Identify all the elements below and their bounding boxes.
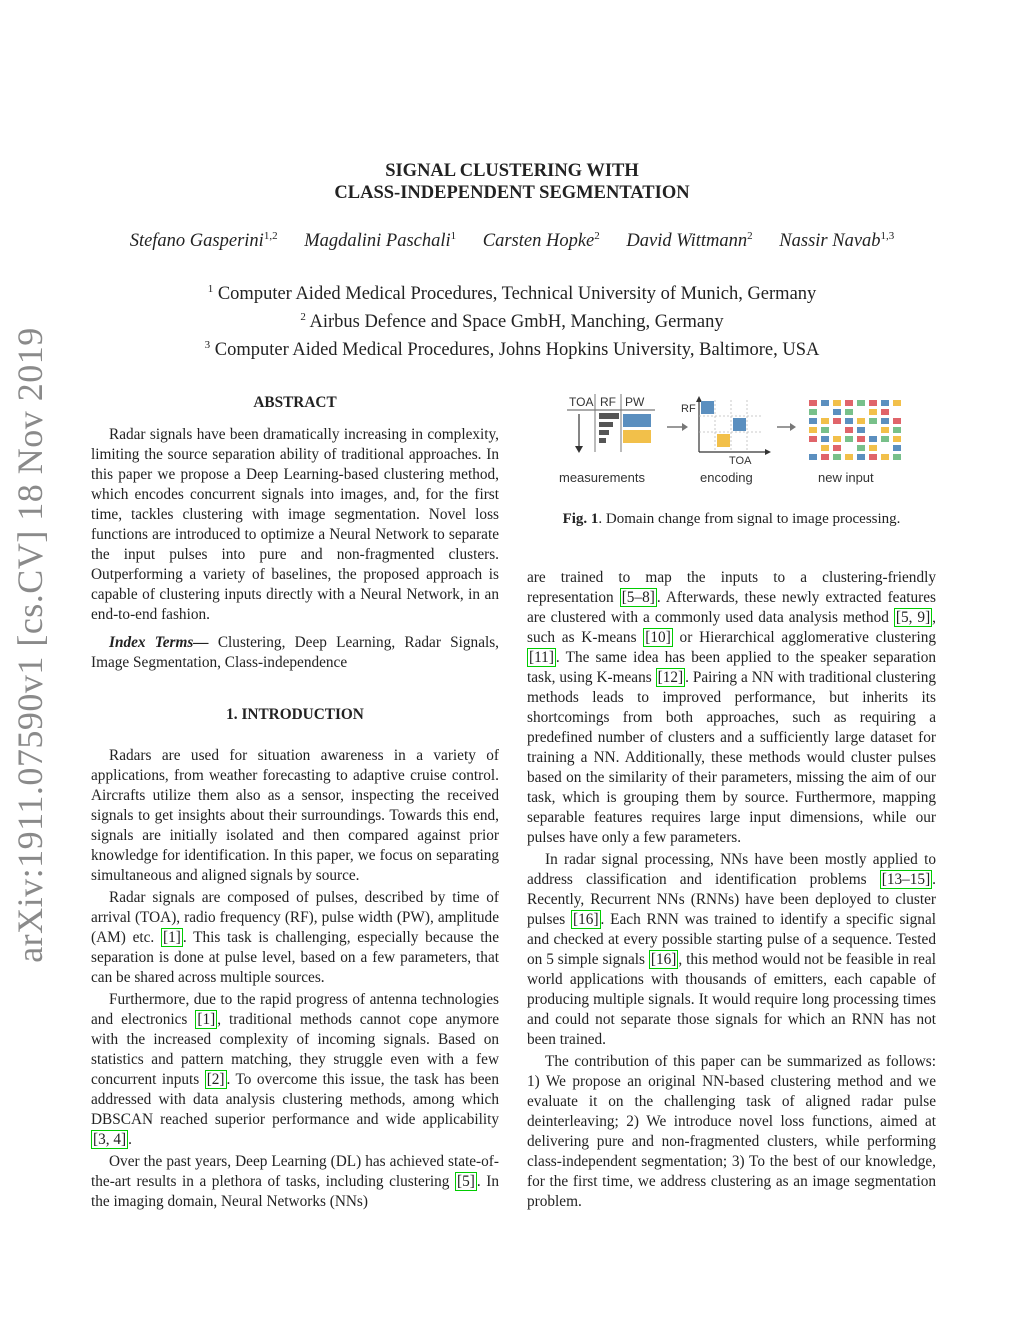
- abstract-heading: ABSTRACT: [253, 394, 337, 411]
- mosaic-pixel: [857, 427, 865, 433]
- mosaic-pixel: [881, 400, 889, 406]
- mosaic-pixel: [869, 436, 877, 442]
- author: [304, 231, 456, 251]
- author-affil-sup: 1,3: [880, 230, 895, 242]
- text-run: . Recently, Recurrent NNs (RNNs) have been deployed to cluster pulses: [527, 871, 936, 928]
- right-paragraph-1: [527, 568, 936, 848]
- mosaic-pixel: [893, 427, 901, 433]
- text-run: . To overcome this issue, the task has been addressed with data analysis clustering methods, among which DBSCAN reached superior performance and wide applicability: [91, 1071, 499, 1128]
- text-run: Over the past years, Deep Learning (DL) has achieved state-of-the-art results in a plethora of tasks, including clustering: [91, 1153, 499, 1190]
- mosaic-pixel: [869, 409, 877, 415]
- mosaic-pixel: [821, 427, 829, 433]
- mosaic-pixel: [833, 436, 841, 442]
- mosaic-pixel: [833, 409, 841, 415]
- mosaic-pixel: [809, 400, 817, 406]
- figure-1: [557, 392, 917, 492]
- text-run: , traditional methods cannot cope anymore with the increased complexity of incoming signals. Based on statistics and pattern matching, they struggle even with a few concurrent inputs: [91, 1011, 499, 1088]
- arrow-head-icon: [575, 446, 583, 453]
- abstract-text: Radar signals have been dramatically increasing in complexity, limiting the source separation ability of traditional approaches. In this paper we propose a Deep Learning-based clustering method, which encodes concurrent signals into images, and, for the first time, tackles clustering with image segmentation. Novel loss functions are introduced to optimize a Neural Network to separate the input pulses into pure and non-fragmented clusters. Outperforming a variety of baselines, the proposed approach is capable of clustering inputs directly with a Neural Network, in an end-to-end fashion.: [91, 426, 499, 623]
- col-label-toa: TOA: [569, 395, 594, 409]
- citation-link[interactable]: [11]: [529, 649, 554, 666]
- axis-label-rf: RF: [681, 403, 696, 415]
- mosaic-pixel: [845, 400, 853, 406]
- citation-link[interactable]: [12]: [657, 669, 684, 686]
- text-run: Furthermore, due to the rapid progress of antenna technologies and electronics: [91, 991, 499, 1028]
- mosaic-pixel: [809, 409, 817, 415]
- pw-cell-yellow: [623, 430, 651, 443]
- left-column: [91, 393, 499, 1214]
- arxiv-identifier: arXiv:1911.07590v1 [cs.CV] 18 Nov 2019: [10, 327, 50, 963]
- affiliation: [120, 306, 904, 334]
- mosaic-pixel: [809, 427, 817, 433]
- affil-text: Computer Aided Medical Procedures, Johns Hopkins University, Baltimore, USA: [214, 340, 820, 361]
- col-label-pw: PW: [625, 395, 645, 409]
- mosaic-pixel: [869, 445, 877, 451]
- title-line-1: SIGNAL CLUSTERING WITH: [385, 161, 639, 181]
- mosaic-pixel: [881, 454, 889, 460]
- author-name: Magdalini Paschali: [304, 231, 451, 252]
- index-terms-text: Clustering, Deep Learning, Radar Signals, Image Segmentation, Class-independence: [91, 634, 500, 671]
- mosaic-pixel: [881, 418, 889, 424]
- mosaic-pixel: [869, 418, 877, 424]
- paper-title: [200, 160, 824, 204]
- mosaic-pixel: [857, 445, 865, 451]
- label-measurements: measurements: [559, 470, 645, 485]
- encoding-grid: [696, 396, 771, 455]
- pw-cell-blue: [623, 414, 651, 427]
- author-name: Stefano Gasperini: [129, 231, 264, 252]
- author-name: Nassir Navab: [779, 231, 881, 252]
- citation-link[interactable]: [3, 4]: [93, 1131, 127, 1148]
- text-run: , such as K-means: [527, 609, 936, 646]
- axis-arrow-icon: [765, 449, 771, 455]
- intro-paragraph-1: Radars are used for situation awareness in a variety of applications, from weather forecasting to adaptive cruise control. Aircrafts utilize them also as a sensor, inspecting the received signals to get insights about their surroundings. Towards this end, signals are initially isolated and then compared against prior knowledge for identification. In this paper, we focus on separating simultaneous and aligned signals by source.: [91, 747, 499, 884]
- mosaic-pixel: [833, 454, 841, 460]
- arrow-right-head-icon: [682, 423, 688, 431]
- mosaic-pixel: [893, 418, 901, 424]
- text-run: are trained to map the inputs to a clustering-friendly representation: [527, 569, 936, 606]
- mosaic-pixel: [881, 436, 889, 442]
- mosaic-pixel: [821, 445, 829, 451]
- right-paragraph-3: The contribution of this paper can be summarized as follows: 1) We propose an original NN-based clustering method and we evaluate it on the challenging task of aligned radar pulse deinterleaving; 2) We introduce novel loss functions, aimed at delivering pure and non-fragmented clusters, while performing class-independent segmentation; 3) To the best of our knowledge, for the first time, we address clustering as an image segmentation problem.: [527, 1053, 936, 1210]
- text-run: . This task is challenging, especially because the separation is done at pulse level, based on a few parameters, that can be shared across multiple sources.: [91, 929, 499, 986]
- mosaic-pixel: [809, 436, 817, 442]
- intro-paragraph-2: [91, 888, 499, 988]
- rf-bar: [599, 430, 609, 435]
- author-list: [60, 230, 964, 252]
- caption-text: . Domain change from signal to image processing.: [598, 511, 901, 527]
- text-run: . In the imaging domain, Neural Networks (NNs): [91, 1173, 499, 1210]
- arrow-right-head-icon: [790, 423, 796, 431]
- col-label-rf: RF: [600, 395, 616, 409]
- affil-sup: 1: [207, 283, 214, 295]
- figure-1-caption: [527, 511, 936, 528]
- citation-link[interactable]: [2]: [206, 1071, 225, 1088]
- author-affil-sup: 2: [747, 230, 753, 242]
- mosaic-pixel: [845, 409, 853, 415]
- citation-link[interactable]: [5, 9]: [895, 609, 931, 626]
- text-run: Radar signals are composed of pulses, described by time of arrival (TOA), radio frequency (RF), pulse width (PW), amplitude (AM) etc.: [91, 889, 499, 946]
- mosaic-pixel: [845, 454, 853, 460]
- right-paragraph-2: [527, 850, 936, 1050]
- caption-label: Fig. 1: [562, 511, 599, 527]
- citation-link[interactable]: [13–15]: [881, 871, 931, 888]
- citation-link[interactable]: [16]: [573, 911, 599, 928]
- affil-sup: 2: [300, 311, 306, 324]
- citation-link[interactable]: [5–8]: [621, 589, 655, 606]
- text-run: , this method would not be feasible in real world applications with thousands of emitters, each capable of producing multiple signals. It would require long processing times and could not separate those signals for which an RNN has not been trained.: [527, 951, 936, 1048]
- author-name: Carsten Hopke: [482, 231, 595, 252]
- author-affil-sup: 1: [450, 230, 457, 242]
- mosaic-pixel: [821, 400, 829, 406]
- mosaic-pixel: [893, 436, 901, 442]
- mosaic-pixel: [869, 454, 877, 460]
- text-run: . Pairing a NN with traditional clustering methods leads to improved performance, but inherits its shortcomings from both approaches, such as requiring a predefined number of clusters and a sufficiently large dataset for training a NN. Additionally, these methods would cluster pulses based on the similarity of their parameters, missing the aim of our task, which is grouping them by source. Furthermore, mapping separable features requires large input dimensions, while our pulses have only a few parameters.: [527, 669, 936, 846]
- citation-link[interactable]: [10]: [645, 629, 671, 646]
- affil-text: Airbus Defence and Space GmbH, Manching, Germany: [309, 312, 724, 333]
- intro-heading: 1. INTRODUCTION: [226, 706, 364, 723]
- intro-paragraph-3: [91, 990, 499, 1150]
- affil-sup: 3: [204, 339, 211, 352]
- mosaic-pixel: [857, 418, 865, 424]
- index-terms: [91, 633, 499, 673]
- mosaic-pixel: [821, 436, 829, 442]
- author-affil-sup: 1,2: [263, 230, 278, 242]
- right-column: [527, 568, 936, 1214]
- rf-bar: [599, 422, 613, 427]
- text-run: . The same idea has been applied to the speaker separation task, using K-means: [527, 649, 936, 686]
- mosaic-pixel: [857, 454, 865, 460]
- encoded-pulse-blue: [733, 418, 746, 431]
- mosaic-pixel: [893, 400, 901, 406]
- new-input-mosaic: [809, 400, 901, 460]
- encoded-pulse-blue: [701, 401, 714, 414]
- index-terms-label: Index Terms—: [109, 634, 209, 651]
- rf-bar: [599, 438, 606, 443]
- label-new-input: new input: [818, 470, 874, 485]
- title-line-2: CLASS-INDEPENDENT SEGMENTATION: [334, 183, 690, 203]
- label-encoding: encoding: [700, 470, 753, 485]
- affil-text: Computer Aided Medical Procedures, Technical University of Munich, Germany: [217, 284, 817, 305]
- citation-link[interactable]: [1]: [197, 1011, 216, 1028]
- text-run: In radar signal processing, NNs have been mostly applied to address classification and identification problems: [527, 851, 936, 888]
- mosaic-pixel: [845, 436, 853, 442]
- mosaic-pixel: [833, 445, 841, 451]
- affiliation: [120, 278, 904, 306]
- mosaic-pixel: [845, 418, 853, 424]
- mosaic-pixel: [869, 400, 877, 406]
- mosaic-pixel: [809, 454, 817, 460]
- citation-link[interactable]: [16]: [650, 951, 677, 968]
- author-name: David Wittmann: [626, 231, 748, 252]
- text-run: . Afterwards, these newly extracted features are clustered with a commonly used data analysis method: [527, 589, 936, 626]
- mosaic-pixel: [893, 445, 901, 451]
- mosaic-pixel: [845, 427, 853, 433]
- author: [626, 231, 752, 251]
- author: [483, 231, 600, 251]
- mosaic-pixel: [833, 400, 841, 406]
- mosaic-pixel: [881, 427, 889, 433]
- author: [130, 231, 278, 251]
- citation-link[interactable]: [1]: [162, 929, 181, 946]
- mosaic-pixel: [809, 418, 817, 424]
- mosaic-pixel: [857, 436, 865, 442]
- citation-link[interactable]: [5]: [457, 1173, 475, 1190]
- text-run: or Hierarchical agglomerative clustering: [672, 629, 936, 646]
- mosaic-pixel: [893, 454, 901, 460]
- affiliation: [120, 334, 904, 362]
- author: [779, 231, 894, 251]
- intro-paragraph-4: [91, 1152, 499, 1212]
- arxiv-sidebar: [0, 327, 60, 963]
- author-affil-sup: 2: [594, 230, 600, 242]
- axis-label-toa: TOA: [729, 455, 752, 467]
- rf-bar: [599, 413, 619, 419]
- mosaic-pixel: [833, 418, 841, 424]
- text-run: . Each RNN was trained to identify a specific signal and checked at every possible starting pulse of a sequence. Tested on 5 simple signals: [527, 911, 936, 968]
- encoded-pulse-yellow: [717, 434, 730, 447]
- affiliation-list: [120, 278, 904, 362]
- mosaic-pixel: [881, 409, 889, 415]
- mosaic-pixel: [857, 400, 865, 406]
- mosaic-pixel: [821, 418, 829, 424]
- text-run: .: [128, 1131, 132, 1148]
- mosaic-pixel: [821, 454, 829, 460]
